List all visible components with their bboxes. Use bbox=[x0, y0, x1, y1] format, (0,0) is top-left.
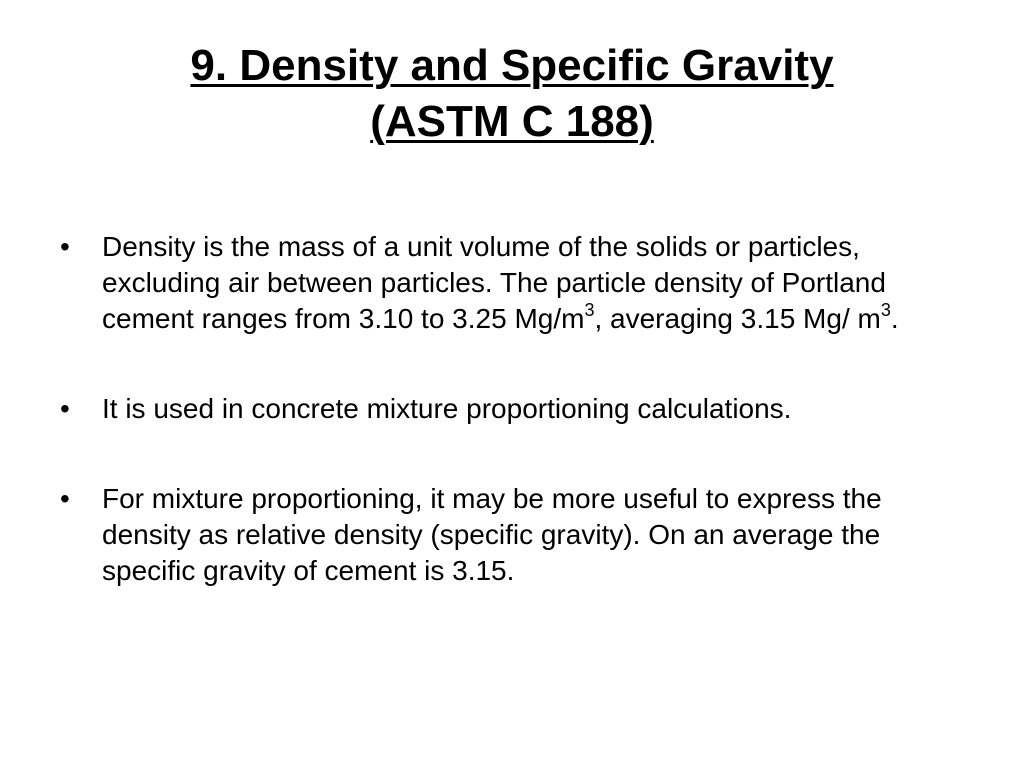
bullet-item-density bbox=[60, 229, 960, 337]
slide-title-line-2: (ASTM C 188) bbox=[370, 97, 654, 146]
bullet-marker: • bbox=[60, 231, 70, 262]
bullet-text-end: . bbox=[890, 303, 899, 334]
slide-title bbox=[40, 38, 984, 150]
bullet-item-specific-gravity bbox=[60, 481, 960, 589]
bullet-item-usage bbox=[60, 391, 960, 427]
superscript: 3 bbox=[880, 299, 891, 320]
slide-title-line-1: 9. Density and Specific Gravity bbox=[190, 41, 834, 90]
bullet-marker: • bbox=[60, 483, 70, 514]
bullet-text-continued: , averaging 3.15 Mg/ m bbox=[594, 303, 881, 334]
bullet-text: It is used in concrete mixture proportioning calculations. bbox=[102, 393, 792, 424]
bullet-text: For mixture proportioning, it may be more useful to express the density as relative density (specific gravity). On an average the specific gravity of cement is 3.15. bbox=[102, 483, 882, 586]
bullet-list bbox=[60, 229, 960, 589]
bullet-marker: • bbox=[60, 393, 70, 424]
superscript: 3 bbox=[584, 299, 595, 320]
bullet-text: Density is the mass of a unit volume of the solids or particles, excluding air between particles. The particle density of Portland cement ranges from 3.10 to 3.25 Mg/m bbox=[102, 231, 886, 334]
